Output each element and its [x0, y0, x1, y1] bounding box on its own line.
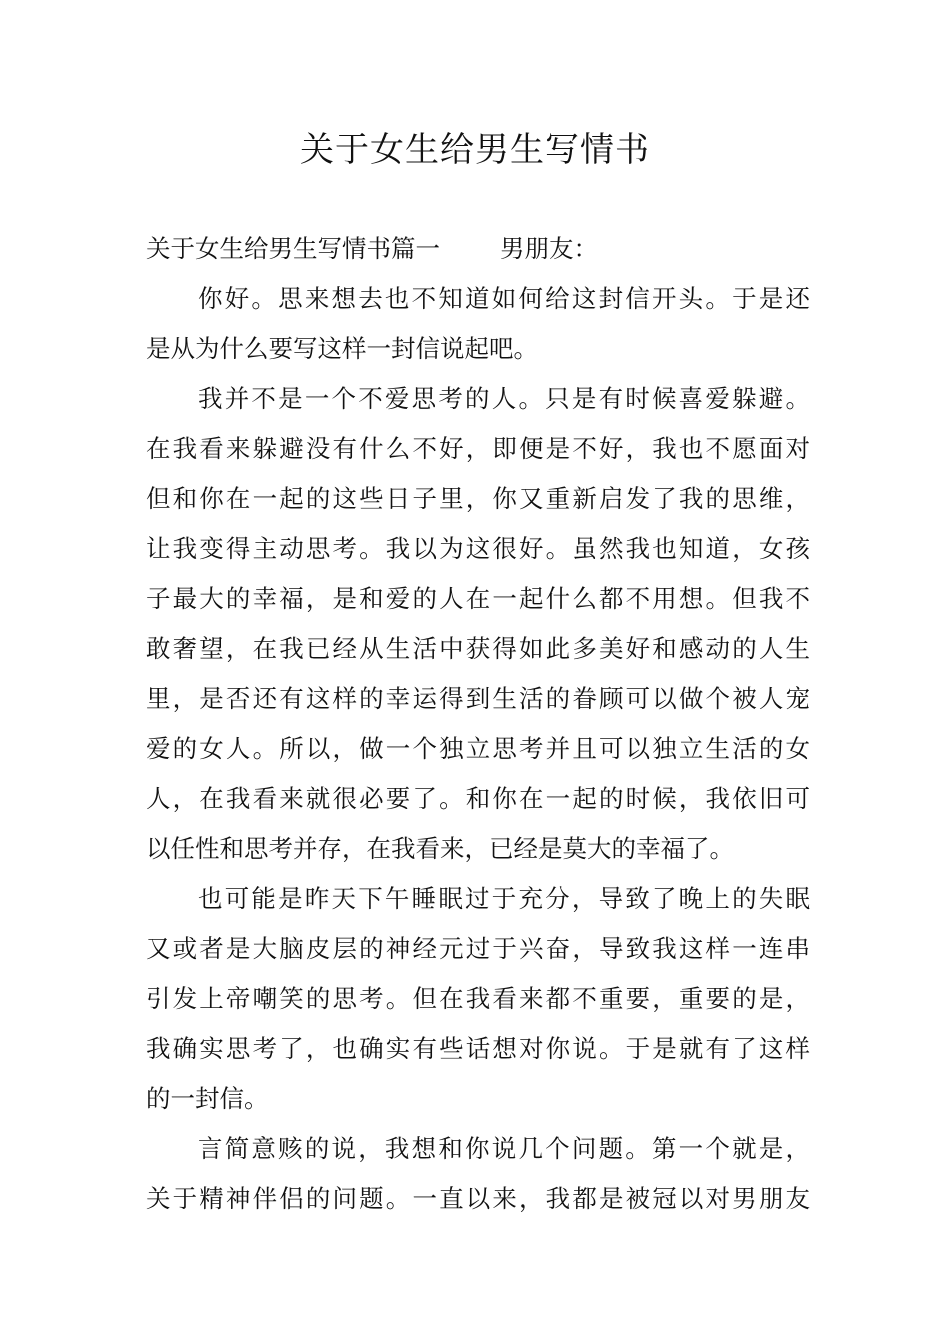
text-line: 言简意赅的说，我想和你说几个问题。第一个就是，: [198, 1134, 810, 1163]
text-line: 子最大的幸福，是和爱的人在一起什么都不用想。但我不: [146, 584, 810, 613]
text-line: 你好。思来想去也不知道如何给这封信开头。于是还: [198, 284, 810, 313]
text-line: 的一封信。: [146, 1084, 269, 1113]
text-line: 但和你在一起的这些日子里，你又重新启发了我的思维，: [146, 484, 810, 513]
section-heading: 关于女生给男生写情书篇一: [146, 234, 440, 263]
text-line: 又或者是大脑皮层的神经元过于兴奋，导致我这样一连串: [146, 934, 810, 963]
text-line: 引发上帝嘲笑的思考。但在我看来都不重要，重要的是，: [146, 984, 810, 1013]
text-line: 关于精神伴侣的问题。一直以来，我都是被冠以对男朋友: [146, 1184, 810, 1213]
text-line: 人，在我看来就很必要了。和你在一起的时候，我依旧可: [146, 784, 810, 813]
text-line: 里，是否还有这样的幸运得到生活的眷顾可以做个被人宠: [146, 684, 810, 713]
document-body: [146, 224, 810, 1224]
text-line: 我确实思考了，也确实有些话想对你说。于是就有了这样: [146, 1034, 810, 1063]
salutation: 男朋友：: [500, 234, 598, 263]
text-line: 让我变得主动思考。我以为这很好。虽然我也知道，女孩: [146, 534, 810, 563]
text-line: 在我看来躲避没有什么不好，即便是不好，我也不愿面对: [146, 434, 810, 463]
text-line: 敢奢望，在我已经从生活中获得如此多美好和感动的人生: [146, 634, 810, 663]
document-title: 关于女生给男生写情书: [300, 130, 650, 170]
text-line: 我并不是一个不爱思考的人。只是有时候喜爱躲避。: [198, 384, 810, 413]
text-line: 以任性和思考并存，在我看来，已经是莫大的幸福了。: [146, 834, 734, 863]
text-line: 是从为什么要写这样一封信说起吧。: [146, 334, 538, 363]
text-line: 爱的女人。所以，做一个独立思考并且可以独立生活的女: [146, 734, 810, 763]
heading-line: [146, 224, 810, 274]
text-line: 也可能是昨天下午睡眠过于充分，导致了晚上的失眠: [198, 884, 810, 913]
